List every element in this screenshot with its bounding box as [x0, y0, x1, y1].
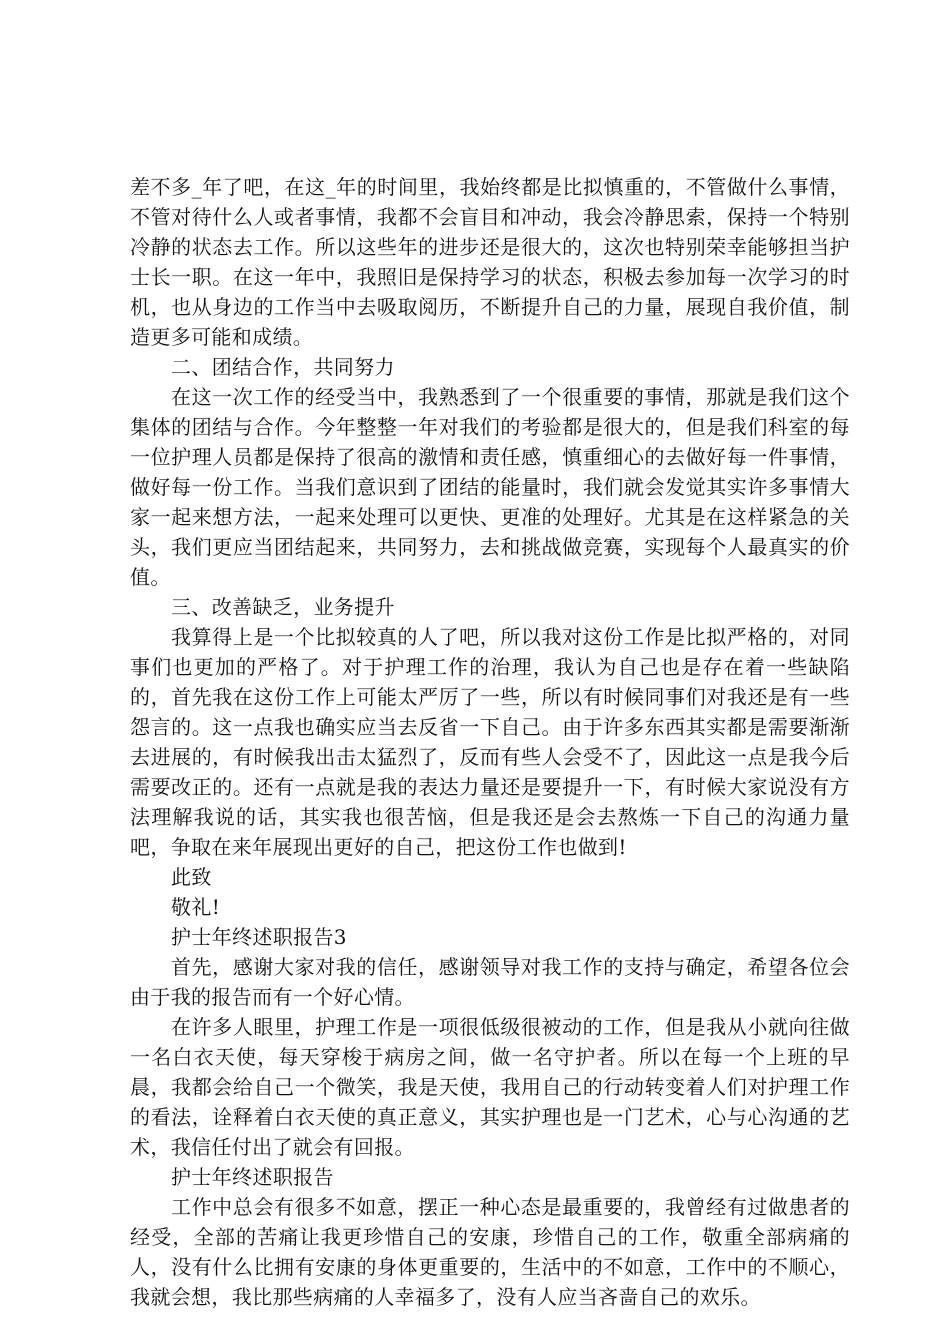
paragraph-improvement: 我算得上是一个比拟较真的人了吧，所以我对这份工作是比拟严格的，对同事们也更加的严格了。对于护理工作的治理，我认为自己也是存在着一些缺陷的，首先我在这份工作上可能太严厉了一些，所以有时候同事们对我还是有一些怨言的。这一点我也确实应当去反省一下自己。由于许多东西其实都是需要渐渐去进展的，有时候我出击太猛烈了，反而有些人会受不了，因此这一点是我今后需要改正的。还有一点就是我的表达力量还是要提升一下，有时候大家说没有方法理解我说的话，其实我也很苦恼，但是我还是会去熬炼一下自己的沟通力量吧，争取在来年展现出更好的自己，把这份工作也做到!	[130, 625, 850, 859]
paragraph-nursing-art: 在许多人眼里，护理工作是一项很低级很被动的工作，但是我从小就向往做一名白衣天使，每天穿梭于病房之间，做一名守护者。所以在每一个上班的早晨，我都会给自己一个微笑，我是天使，我用自己的行动转变着人们对护理工作的看法，诠释着白衣天使的真正意义，其实护理也是一门艺术，心与心沟通的艺术，我信任付出了就会有回报。	[130, 1015, 850, 1159]
paragraph-attitude: 工作中总会有很多不如意，摆正一种心态是最重要的，我曾经有过做患者的经受，全部的苦痛让我更珍惜自己的安康，珍惜自己的工作，敬重全部病痛的人，没有什么比拥有安康的身体更重要的，生活中的不如意，工作中的不顺心，我就会想，我比那些病痛的人幸福多了，没有人应当吝啬自己的欢乐。	[130, 1195, 850, 1309]
section-heading-teamwork: 二、团结合作，共同努力	[171, 355, 395, 379]
paragraph-intro: 差不多_年了吧，在这_年的时间里，我始终都是比拟慎重的，不管做什么事情，不管对待什么人或者事情，我都不会盲目和冲动，我会冷静思索，保持一个特别冷静的状态去工作。所以这些年的进步还是很大的，这次也特别荣幸能够担当护士长一职。在这一年中，我照旧是保持学习的状态，积极去参加每一次学习的时机，也从身边的工作当中去吸取阅历，不断提升自己的力量，展现自我价值，制造更多可能和成绩。	[130, 175, 850, 349]
report-title: 护士年终述职报告	[171, 1165, 334, 1189]
report-title-3: 护士年终述职报告3	[171, 925, 347, 949]
closing-regards: 敬礼!	[171, 895, 221, 919]
closing-salutation: 此致	[171, 865, 212, 889]
paragraph-thanks: 首先，感谢大家对我的信任，感谢领导对我工作的支持与确定，希望各位会由于我的报告而有一个好心情。	[130, 955, 850, 1009]
document-body	[130, 172, 850, 1312]
paragraph-teamwork: 在这一次工作的经受当中，我熟悉到了一个很重要的事情，那就是我们这个集体的团结与合作。今年整整一年对我们的考验都是很大的，但是我们科室的每一位护理人员都是保持了很高的激情和责任感，慎重细心的去做好每一件事情，做好每一份工作。当我们意识到了团结的能量时，我们就会发觉其实许多事情大家一起来想方法，一起来处理可以更快、更准的处理好。尤其是在这样紧急的关头，我们更应当团结起来，共同努力，去和挑战做竞赛，实现每个人最真实的价值。	[130, 385, 850, 589]
section-heading-improvement: 三、改善缺乏，业务提升	[171, 595, 395, 619]
